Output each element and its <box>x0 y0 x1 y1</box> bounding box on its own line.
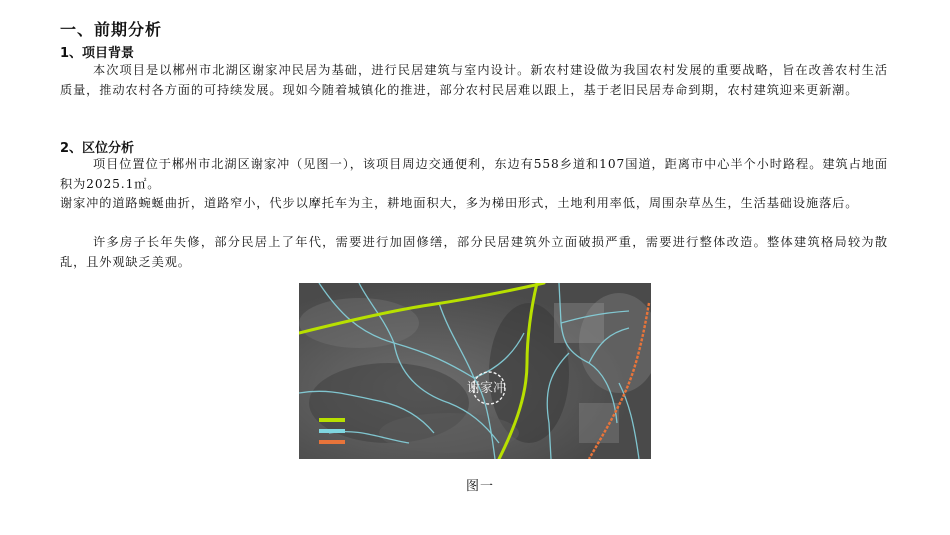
location-heading: 2、区位分析 <box>60 141 135 156</box>
location-paragraph-3: 许多房子长年失修，部分民居上了年代，需要进行加固修缮，部分民居建筑外立面破损严重，需要进行整体改造。整体建筑格局较为散乱，且外观缺乏美观。 <box>60 235 888 269</box>
background-heading: 1、项目背景 <box>60 46 135 61</box>
map-site-label: 谢家冲 <box>467 381 507 396</box>
figure-caption: 图一 <box>466 479 495 494</box>
location-paragraph-2: 谢家冲的道路蜿蜒曲折，道路窄小，代步以摩托车为主，耕地面积大，多为梯田形式，土地利用率低，周围杂草丛生，生活基础设施落后。 <box>60 196 859 210</box>
location-map-image <box>299 283 651 459</box>
section-title: 一、前期分析 <box>60 20 163 39</box>
background-paragraph: 本次项目是以郴州市北湖区谢家冲民居为基础，进行民居建筑与室内设计。新农村建设做为我国农村发展的重要战略，旨在改善农村生活质量，推动农村各方面的可持续发展。现如今随着城镇化的推进，部分农村民居难以跟上，基于老旧民居寿命到期，农村建筑迎来更新潮。 <box>60 63 888 97</box>
location-paragraph-1: 项目位置位于郴州市北湖区谢家冲（见图一），该项目周边交通便利，东边有558乡道和107国道，距离市中心半个小时路程。建筑占地面积为2025.1㎡。 <box>60 157 888 191</box>
